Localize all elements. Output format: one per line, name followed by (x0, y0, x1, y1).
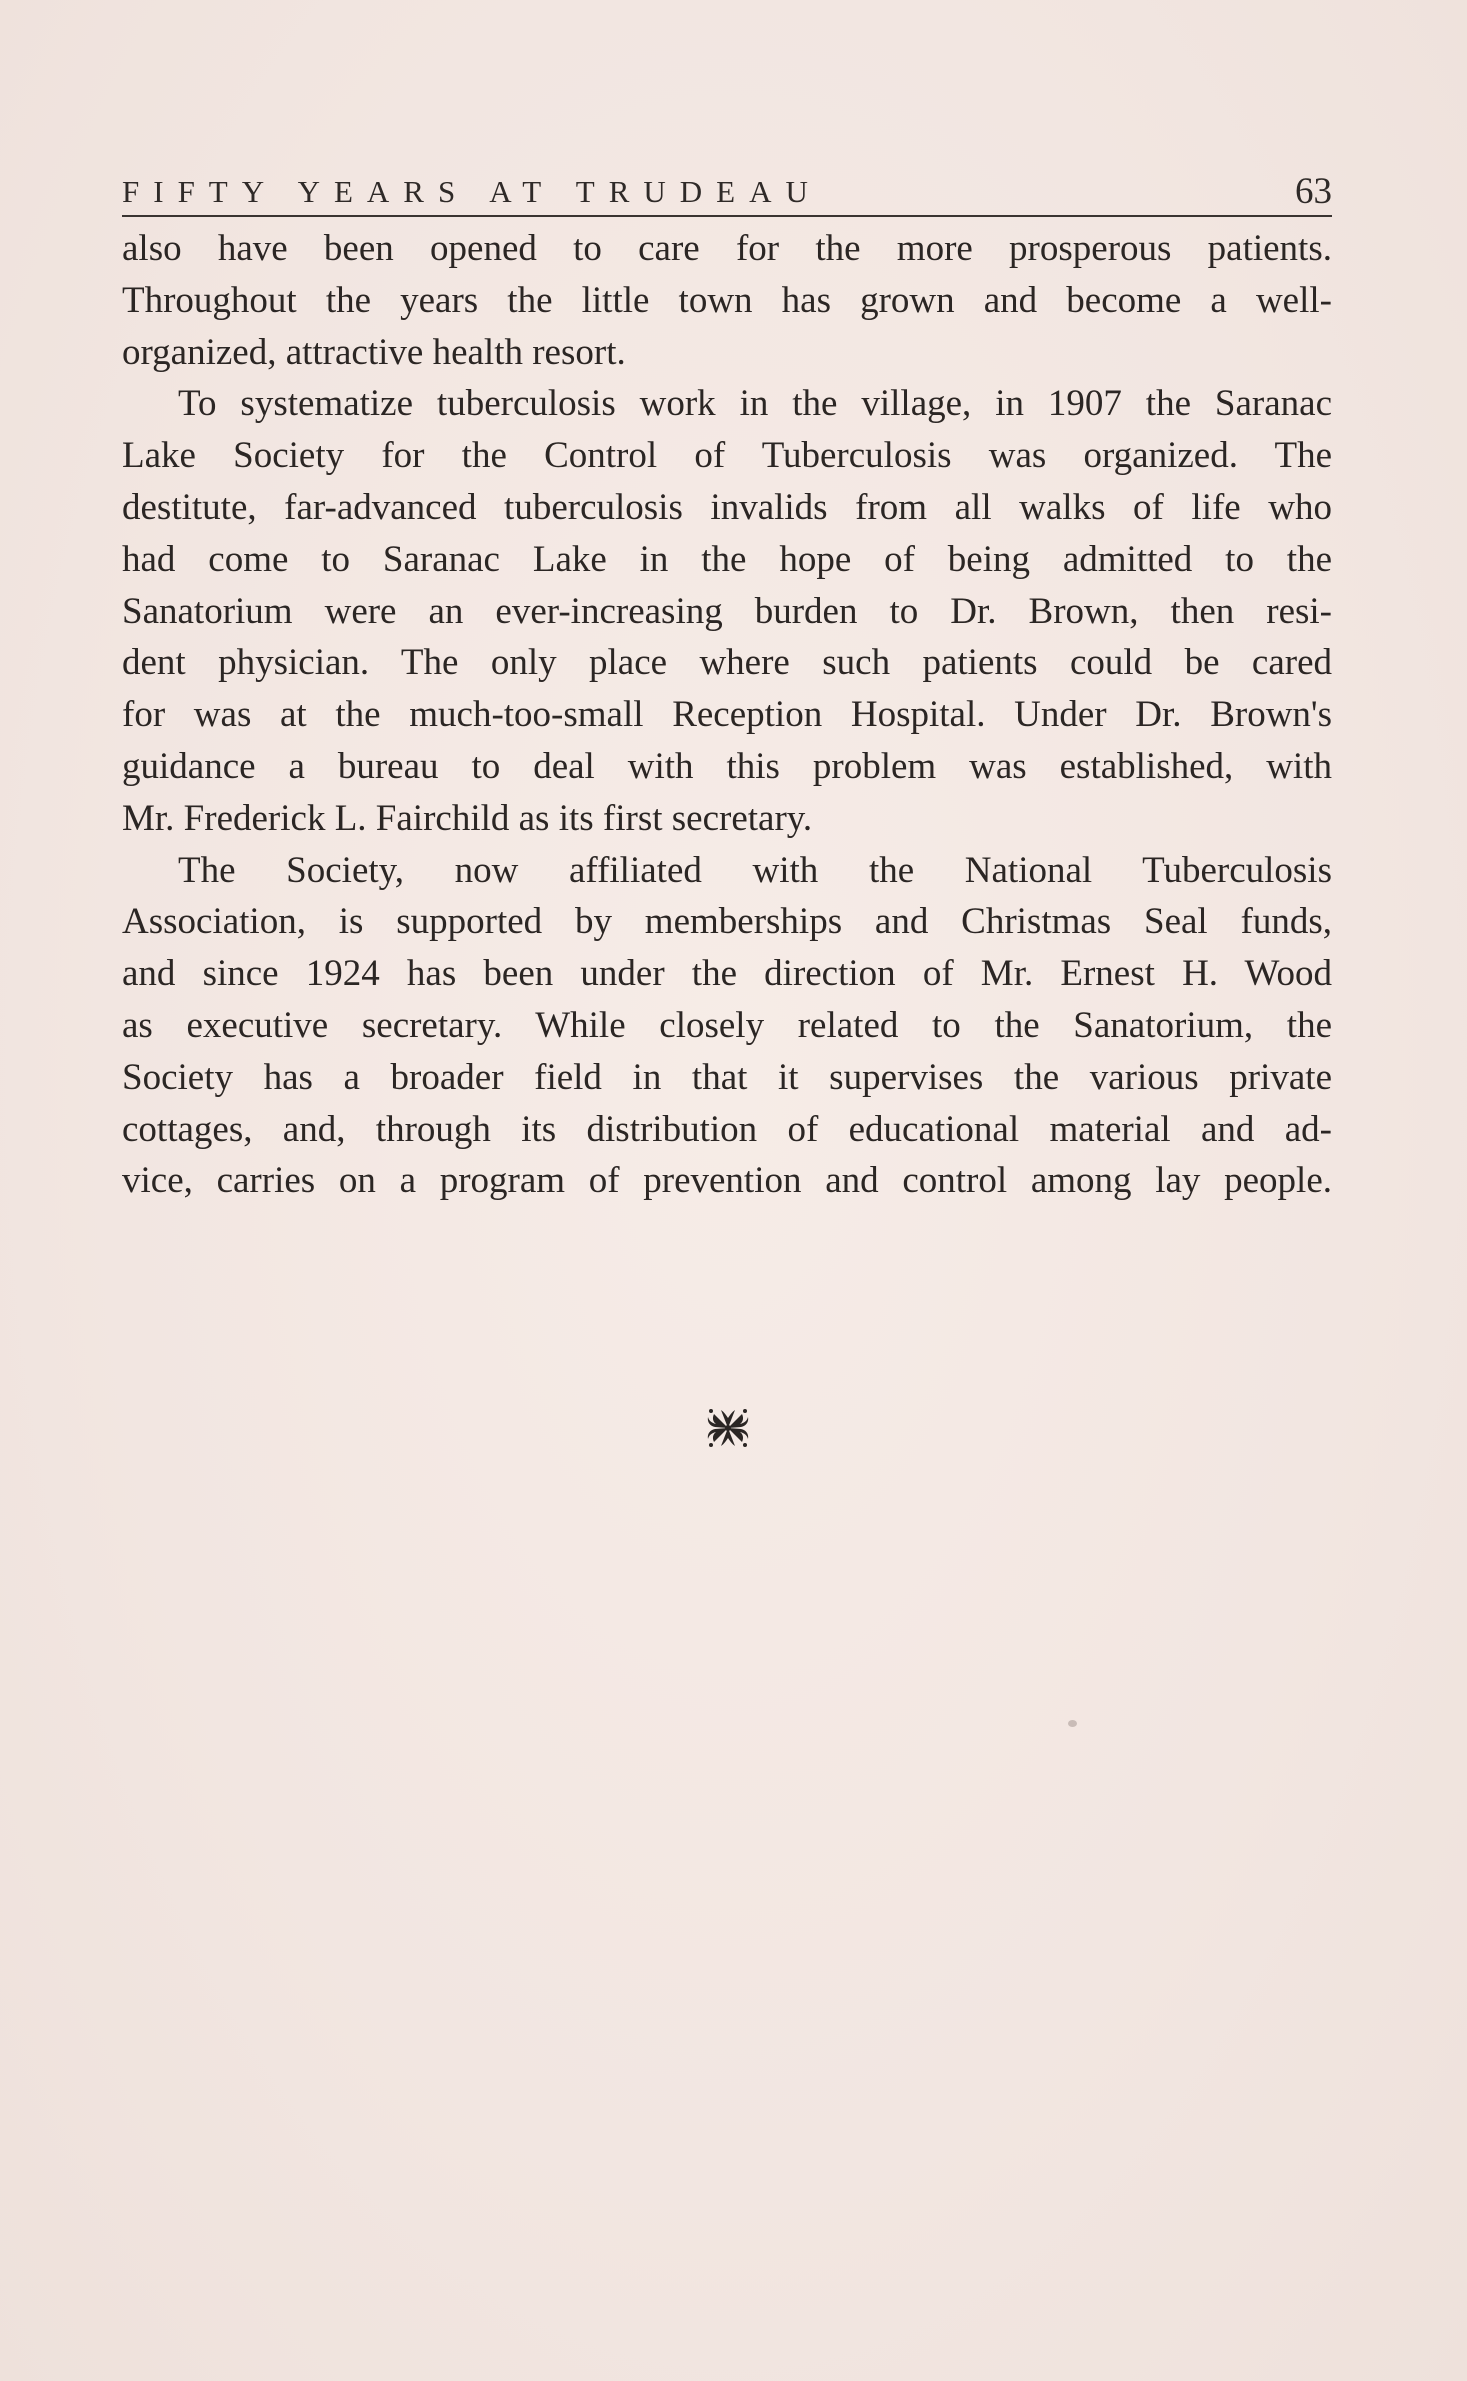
text-line: also have been opened to care for the more prosperous patients. (122, 228, 1332, 269)
text-line: Throughout the years the little town has grown and become a well- (122, 279, 1332, 321)
text-line: and since 1924 has been under the direction of Mr. Ernest H. Wood (122, 953, 1332, 995)
text-line: Lake Society for the Control of Tuberculosis was organized. The (122, 435, 1332, 477)
paper-speck (1068, 1720, 1077, 1727)
paragraph-1 (122, 223, 1332, 378)
text-line: had come to Saranac Lake in the hope of being admitted to the (122, 538, 1332, 580)
fleuron-icon (704, 1404, 752, 1452)
text-line: Association, is supported by memberships and Christmas Seal funds, (122, 901, 1332, 943)
text-line: cottages, and, through its distribution of educational material and ad- (122, 1108, 1332, 1150)
text-line: Mr. Frederick L. Fairchild as its first secretary. (122, 797, 813, 839)
running-head-title: FIFTY YEARS AT TRUDEAU (122, 174, 822, 209)
text-line: organized, attractive health resort. (122, 331, 626, 373)
body-text (122, 223, 1332, 1207)
text-line: dent physician. The only place where such patients could be cared (122, 642, 1332, 684)
text-line: vice, carries on a program of prevention and control among lay people. (122, 1160, 1332, 1202)
text-line: destitute, far-advanced tuberculosis invalids from all walks of life who (122, 486, 1332, 528)
text-line: for was at the much-too-small Reception Hospital. Under Dr. Brown's (122, 694, 1332, 736)
text-line: Society has a broader field in that it supervises the various private (122, 1056, 1332, 1098)
paragraph-2 (122, 378, 1332, 844)
text-line: The Society, now affiliated with the National Tuberculosis (178, 849, 1332, 891)
text-line: Sanatorium were an ever-increasing burden to Dr. Brown, then resi- (122, 590, 1332, 632)
page-number: 63 (1295, 171, 1332, 212)
text-line: as executive secretary. While closely related to the Sanatorium, the (122, 1004, 1332, 1046)
text-block (122, 171, 1332, 1207)
text-line: To systematize tuberculosis work in the village, in 1907 the Saranac (178, 383, 1332, 425)
text-line: guidance a bureau to deal with this problem was established, with (122, 745, 1332, 787)
paragraph-3 (122, 845, 1332, 1208)
running-head (122, 171, 1332, 217)
